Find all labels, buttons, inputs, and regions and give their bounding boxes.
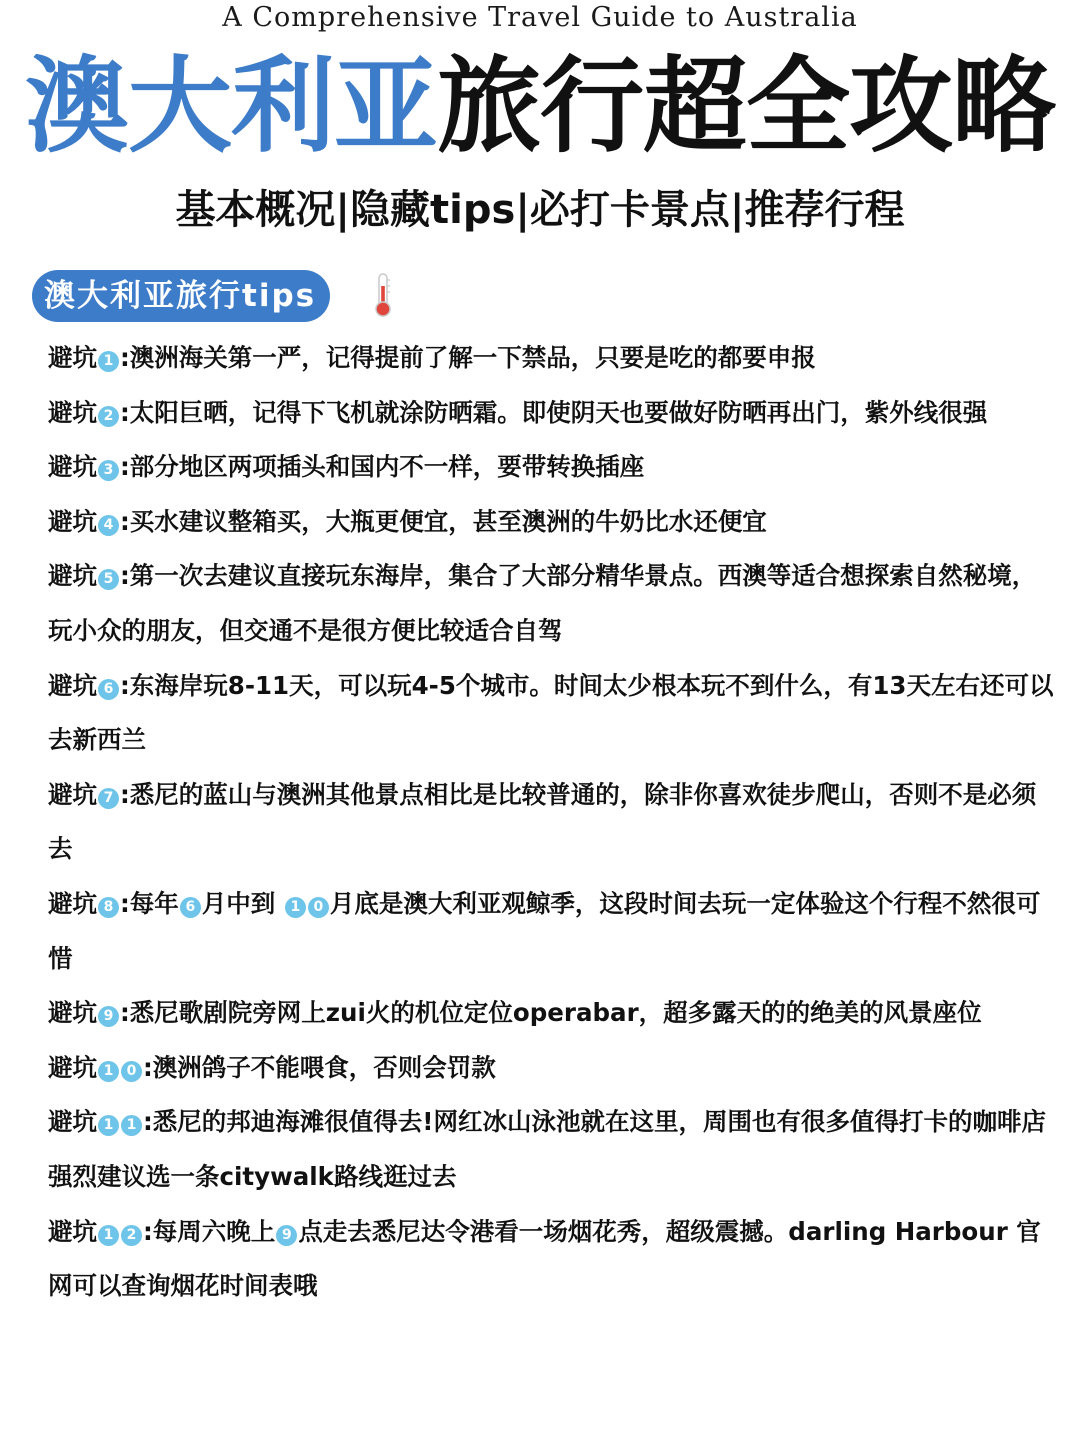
tip-text: 点走去悉尼达令港看一场烟花秀，超级震撼。darling Harbour 官网可以查询烟花时间表哦: [48, 1216, 1041, 1301]
number-badge: 1: [98, 1225, 119, 1246]
number-badge: 2: [121, 1225, 142, 1246]
number-badge: 6: [180, 897, 201, 918]
tip-prefix: 避坑: [48, 779, 97, 809]
tip-prefix: 避坑: [48, 397, 97, 427]
number-badge: 9: [276, 1225, 297, 1246]
tip-text: :悉尼的邦迪海滩很值得去!网红冰山泳池就在这里，周围也有很多值得打卡的咖啡店强烈建议选一条citywalk路线逛过去: [48, 1107, 1046, 1191]
tip-item-9: [48, 986, 1058, 1041]
number-badge: 5: [98, 569, 119, 590]
tip-item-10: [48, 1041, 1058, 1096]
number-badge: 6: [98, 679, 119, 700]
number-badge: 1: [98, 351, 119, 372]
tip-item-5: [48, 549, 1058, 658]
tip-text: :每年: [120, 888, 179, 918]
tips-list: [48, 331, 1058, 1314]
tip-prefix: 避坑: [48, 670, 97, 700]
tip-item-12: [48, 1205, 1058, 1314]
tip-item-3: [48, 440, 1058, 495]
tip-item-4: [48, 495, 1058, 550]
section-badge: 澳大利亚旅行tips: [32, 270, 330, 322]
tip-prefix: 避坑: [48, 561, 97, 591]
tip-text: :澳洲鸽子不能喂食，否则会罚款: [143, 1052, 496, 1082]
tip-text: :悉尼歌剧院旁网上zui火的机位定位operabar，超多露天的的绝美的风景座位: [120, 998, 982, 1028]
tip-text: :买水建议整箱买，大瓶更便宜，甚至澳洲的牛奶比水还便宜: [120, 506, 767, 536]
tip-prefix: 避坑: [48, 888, 97, 918]
number-badge: 0: [121, 1061, 142, 1082]
tip-prefix: 避坑: [48, 1216, 97, 1246]
tip-prefix: 避坑: [48, 1052, 97, 1082]
number-badge: 1: [98, 1115, 119, 1136]
number-badge: 8: [98, 897, 119, 918]
tip-prefix: 避坑: [48, 452, 97, 482]
number-badge: 9: [98, 1006, 119, 1027]
tip-prefix: 避坑: [48, 506, 97, 536]
number-badge: 4: [98, 515, 119, 536]
topics-line: 基本概况|隐藏tips|必打卡景点|推荐行程: [175, 187, 905, 233]
tip-item-8: [48, 877, 1058, 986]
tip-text: :第一次去建议直接玩东海岸，集合了大部分精华景点。西澳等适合想探索自然秘境，玩小众的朋友，但交通不是很方便比较适合自驾: [48, 561, 1037, 645]
tip-text: :每周六晚上: [143, 1216, 276, 1246]
main-title-black: 旅行超全攻略: [437, 45, 1056, 167]
tip-prefix: 避坑: [48, 1107, 97, 1137]
tip-item-7: [48, 768, 1058, 877]
tip-prefix: 避坑: [48, 998, 97, 1028]
tip-item-6: [48, 659, 1058, 768]
tip-text: 月底是澳大利亚观鲸季，这段时间去玩一定体验这个行程不然很可惜: [48, 888, 1041, 973]
number-badge: 1: [285, 897, 306, 918]
tip-item-11: [48, 1095, 1058, 1204]
number-badge: 7: [98, 788, 119, 809]
number-badge: 1: [121, 1115, 142, 1136]
tip-text: :东海岸玩8-11天，可以玩4-5个城市。时间太少根本玩不到什么，有13天左右还可以去新西兰: [48, 670, 1054, 755]
english-subtitle: A Comprehensive Travel Guide to Australia: [222, 2, 858, 33]
thermometer-icon: [372, 272, 394, 318]
number-badge: 3: [98, 460, 119, 481]
tip-text: 月中到: [201, 888, 284, 918]
tip-text: :部分地区两项插头和国内不一样，要带转换插座: [120, 452, 645, 482]
tip-text: :太阳巨晒，记得下飞机就涂防晒霜。即使阴天也要做好防晒再出门，紫外线很强: [120, 397, 988, 427]
tip-prefix: 避坑: [48, 343, 97, 372]
number-badge: 1: [98, 1061, 119, 1082]
tip-text: :悉尼的蓝山与澳洲其他景点相比是比较普通的，除非你喜欢徒步爬山，否则不是必须去: [48, 779, 1037, 864]
main-title-blue: 澳大利亚: [24, 45, 437, 167]
tip-item-1: [48, 331, 1058, 386]
tip-text: :澳洲海关第一严，记得提前了解一下禁品，只要是吃的都要申报: [120, 343, 816, 372]
number-badge: 0: [308, 897, 329, 918]
number-badge: 2: [98, 406, 119, 427]
main-title: [0, 46, 1080, 166]
tip-item-2: [48, 386, 1058, 441]
